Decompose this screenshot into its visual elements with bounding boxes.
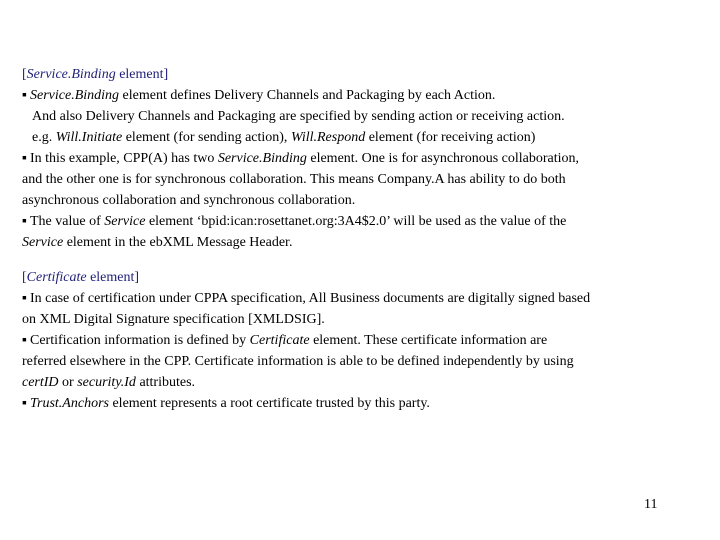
- text: element (for sending action),: [122, 130, 291, 145]
- page-number: 11: [644, 497, 658, 512]
- heading-term: Certificate: [26, 270, 87, 285]
- section-gap: [22, 253, 712, 267]
- section-heading-certificate: [22, 267, 712, 288]
- text: on XML Digital Signature specification [XMLDSIG].: [22, 312, 325, 327]
- bullet-icon: ▪: [22, 333, 27, 348]
- text: and the other one is for synchronous collaboration. This means Company.A has ability to do both: [22, 172, 566, 187]
- heading-bracket-close: ]: [134, 270, 140, 285]
- bullet-icon: ▪: [22, 151, 27, 166]
- text: or: [58, 375, 78, 390]
- text: asynchronous collaboration and synchronous collaboration.: [22, 193, 356, 208]
- text: And also Delivery Channels and Packaging are specified by sending action or receiving action.: [32, 109, 565, 124]
- text: referred elsewhere in the CPP. Certificate information is able to be defined independently by using: [22, 354, 574, 369]
- paragraph-line: [22, 190, 712, 211]
- text: e.g.: [32, 130, 56, 145]
- paragraph-line: [22, 330, 712, 351]
- paragraph-line: [22, 85, 712, 106]
- text: element defines Delivery Channels and Packaging by each Action.: [119, 88, 496, 103]
- text: In case of certification under CPPA specification, All Business documents are digitally signed based: [30, 291, 591, 306]
- term: Will.Initiate: [55, 130, 123, 145]
- section-heading-service-binding: [22, 64, 712, 85]
- paragraph-line: [22, 288, 712, 309]
- slide-body: [22, 64, 712, 414]
- paragraph-line: [22, 372, 712, 393]
- paragraph-line: [22, 232, 712, 253]
- paragraph-line: [22, 148, 712, 169]
- heading-bracket-open: [: [22, 270, 27, 285]
- paragraph-line: [22, 309, 712, 330]
- bullet-icon: ▪: [22, 214, 27, 229]
- term: Service.Binding: [30, 88, 120, 103]
- bullet-icon: ▪: [22, 291, 27, 306]
- term: certID: [22, 375, 59, 390]
- term: Trust.Anchors: [30, 396, 109, 411]
- term: Service: [104, 214, 146, 229]
- term: security.Id: [77, 375, 136, 390]
- term: Certificate: [249, 333, 310, 348]
- heading-rest: element: [115, 67, 164, 82]
- text: The value of: [30, 214, 105, 229]
- paragraph-line: [22, 106, 712, 127]
- text: Certification information is defined by: [30, 333, 250, 348]
- text: element ‘bpid:ican:rosettanet.org:3A4$2.0’ will be used as the value of the: [145, 214, 567, 229]
- text: element. One is for asynchronous collaboration,: [306, 151, 580, 166]
- text: element in the ebXML Message Header.: [63, 235, 293, 250]
- term: Service: [22, 235, 64, 250]
- text: element. These certificate information are: [309, 333, 548, 348]
- heading-rest: element: [86, 270, 135, 285]
- paragraph-line: [22, 211, 712, 232]
- paragraph-line: [22, 393, 712, 414]
- heading-bracket-close: ]: [163, 67, 169, 82]
- paragraph-line: [22, 169, 712, 190]
- heading-bracket-open: [: [22, 67, 27, 82]
- text: In this example, CPP(A) has two: [30, 151, 218, 166]
- text: attributes.: [135, 375, 196, 390]
- text: element (for receiving action): [365, 130, 536, 145]
- paragraph-line: [22, 127, 712, 148]
- term: Will.Respond: [290, 130, 366, 145]
- term: Service.Binding: [217, 151, 307, 166]
- heading-term: Service.Binding: [26, 67, 116, 82]
- text: element represents a root certificate trusted by this party.: [108, 396, 430, 411]
- bullet-icon: ▪: [22, 396, 27, 411]
- paragraph-line: [22, 351, 712, 372]
- bullet-icon: ▪: [22, 88, 27, 103]
